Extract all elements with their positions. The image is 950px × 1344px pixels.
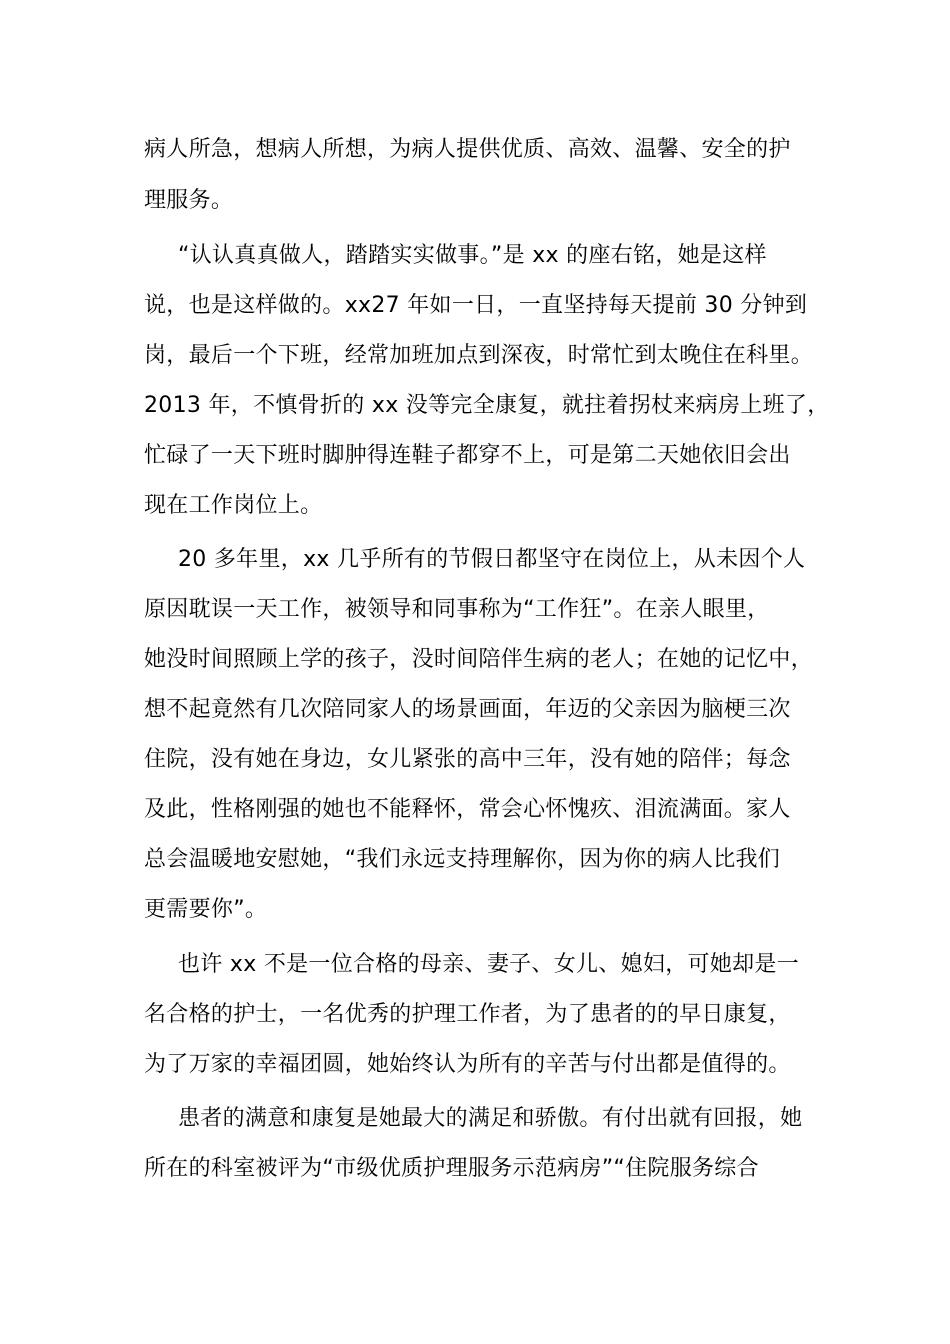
paragraph-line: 2013 年，不慎骨折的 xx 没等完全康复，就拄着拐杖来病房上班了， [144, 393, 830, 418]
paragraph-line: 岗，最后一个下班，经常加班加点到深夜，时常忙到太晚住在科里。 [144, 343, 814, 368]
paragraph-line: “认认真真做人，踏踏实实做事。”是 xx 的座右铭，她是这样 [178, 243, 767, 268]
paragraph-line: 忙碌了一天下班时脚肿得连鞋子都穿不上，可是第二天她依旧会出 [144, 443, 791, 468]
paragraph-line: 患者的满意和康复是她最大的满足和骄傲。有付出就有回报，她 [178, 1106, 803, 1131]
paragraph-line: 说，也是这样做的。xx27 年如一日，一直坚持每天提前 30 分钟到 [144, 293, 808, 318]
paragraph-line: 理服务。 [144, 188, 234, 213]
paragraph-line: 更需要你”。 [144, 897, 268, 922]
paragraph-line: 原因耽误一天工作，被领导和同事称为“工作狂”。在亲人眼里， [144, 597, 770, 622]
paragraph-line: 总会温暖地安慰她，“我们永远支持理解你，因为你的病人比我们 [144, 847, 781, 872]
paragraph-line: 及此，性格刚强的她也不能释怀，常会心怀愧疚、泪流满面。家人 [144, 797, 791, 822]
paragraph-line: 现在工作岗位上。 [144, 493, 323, 518]
paragraph-line: 病人所急，想病人所想，为病人提供优质、高效、温馨、安全的护 [144, 137, 791, 162]
paragraph-line: 住院，没有她在身边，女儿紧张的高中三年，没有她的陪伴；每念 [144, 747, 791, 772]
paragraph-line: 她没时间照顾上学的孩子，没时间陪伴生病的老人；在她的记忆中， [144, 647, 814, 672]
paragraph-line: 也许 xx 不是一位合格的母亲、妻子、女儿、媳妇，可她却是一 [178, 952, 800, 977]
paragraph-line: 所在的科室被评为“市级优质护理服务示范病房”“住院服务综合 [144, 1156, 759, 1181]
paragraph-line: 名合格的护士，一名优秀的护理工作者，为了患者的的早日康复， [144, 1002, 791, 1027]
paragraph-line: 想不起竟然有几次陪同家人的场景画面，年迈的父亲因为脑梗三次 [144, 697, 791, 722]
paragraph-line: 20 多年里，xx 几乎所有的节假日都坚守在岗位上，从未因个人 [178, 547, 806, 572]
paragraph-line: 为了万家的幸福团圆，她始终认为所有的辛苦与付出都是值得的。 [144, 1052, 791, 1077]
